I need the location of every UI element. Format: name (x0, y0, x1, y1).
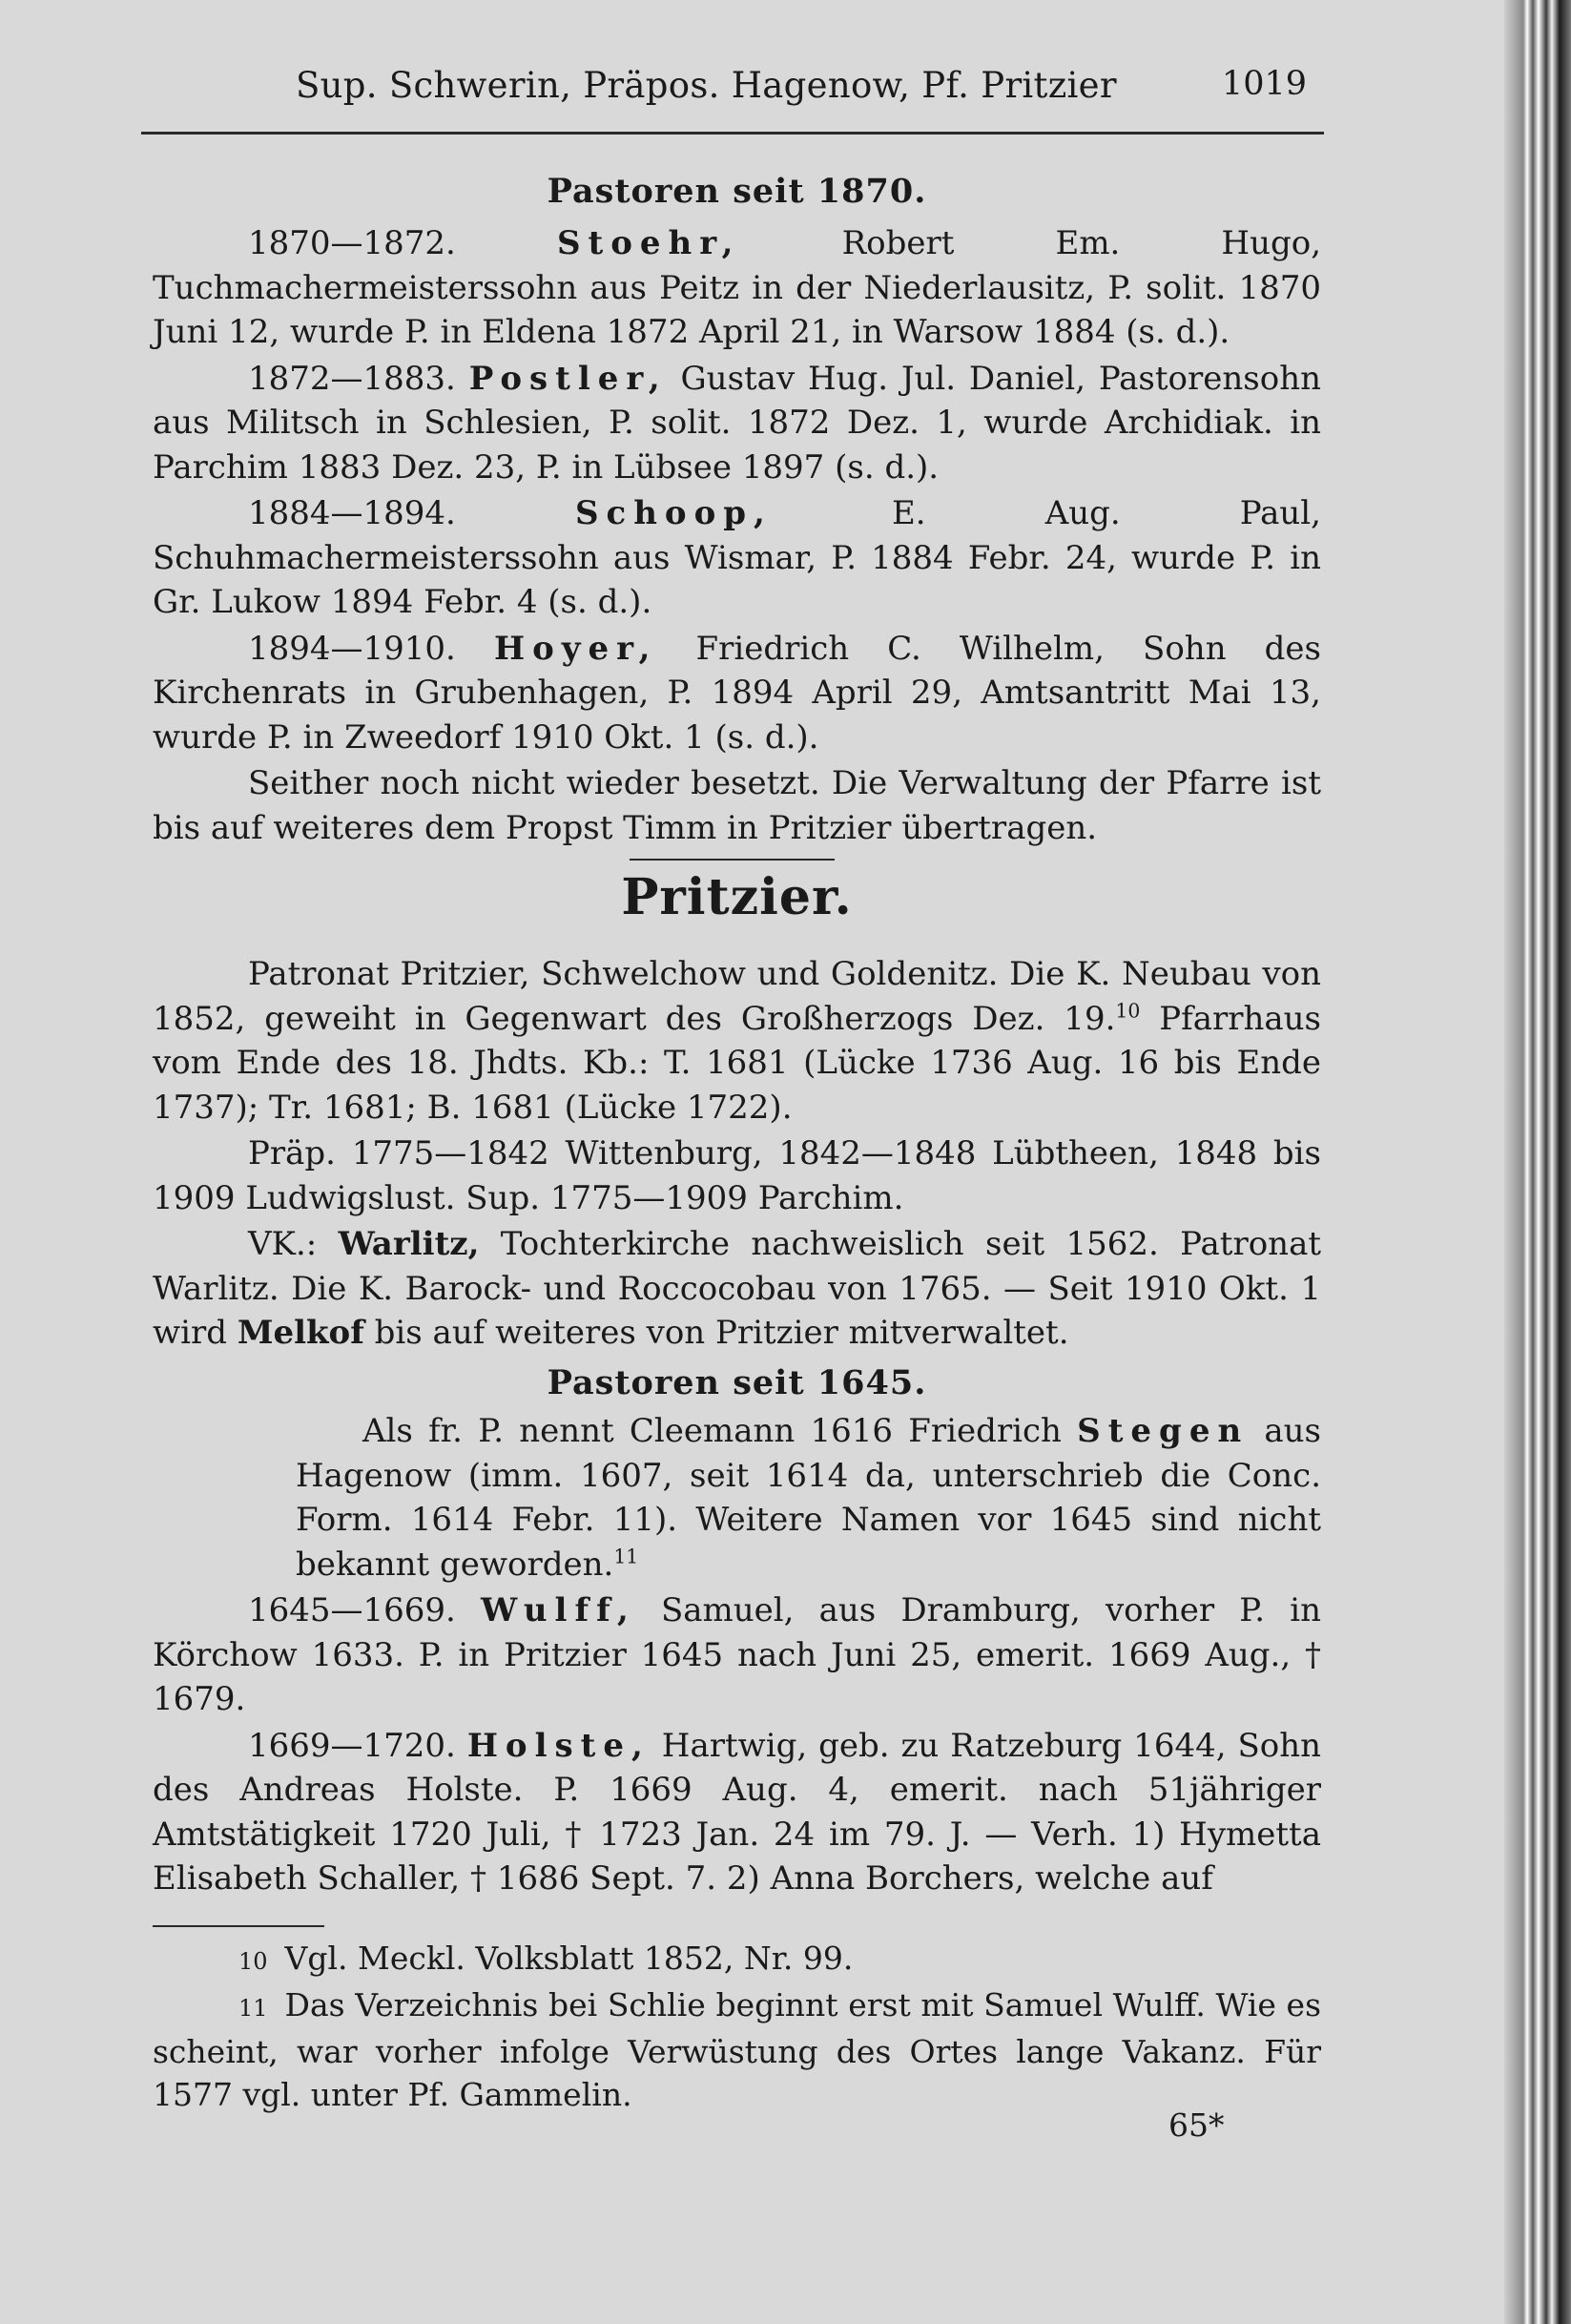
entry-name: Wulff, (481, 1591, 636, 1629)
entry-1884: 1884—1894. Schoop, E. Aug. Paul, Schuhmachermeisterssohn aus Wismar, P. 1884 Febr. 24, wurde P. in Gr. Lukow 1894 Febr. 4 (s. d.). (153, 494, 1321, 621)
para-intro: Als fr. P. nennt Cleemann 1616 Friedrich Stegen aus Hagenow (imm. 1607, seit 1614 da, unterschrieb die Conc. Form. 1614 Febr. 11). Weitere Namen vor 1645 sind nicht bekannt geworden.$^{11}$ (296, 1412, 1321, 1584)
section1-entries (153, 221, 1321, 852)
entry-name: Hoyer, (493, 629, 658, 668)
entry-1669: 1669—1720. Holste, Hartwig, geb. zu Ratzeburg 1644, Sohn des Andreas Holste. P. 1669 Aug. 4, emerit. nach 51jähriger Amtstätigkeit 1720 Juli, † 1723 Jan. 24 im 79. J. — Verh. 1) Hymetta Elisabeth Schaller, † 1686 Sept. 7. 2) Anna Borchers, welche auf (153, 1726, 1321, 1898)
entry-1894: 1894—1910. Hoyer, Friedrich C. Wilhelm, Sohn des Kirchenrats in Grubenhagen, P. 1894 April 29, Amtsantritt Mai 13, wurde P. in Zweedorf 1910 Okt. 1 (s. d.). (153, 629, 1321, 757)
running-title: Sup. Schwerin, Präpos. Hagenow, Pf. Pritzier (296, 65, 1117, 106)
para-patronat: Patronat Pritzier, Schwelchow und Goldenitz. Die K. Neubau von 1852, geweiht in Gegenwart des Großherzogs Dez. 19.10 Pfarrhaus vom Ende des 18. Jhdts. Kb.: T. 1681 (Lücke 1736 Aug. 16 bis Ende 1737); Tr. 1681; B. 1681 (Lücke 1722). (153, 955, 1322, 1127)
entry-name: Stoehr, (556, 224, 741, 262)
place-warlitz: Warlitz, (338, 1225, 480, 1263)
entry-1870: 1870—1872. Stoehr, Robert Em. Hugo, Tuchmachermeisterssohn aus Peitz in der Niederlausitz, P. solit. 1870 Juni 12, wurde P. in Eldena 1872 April 21, in Warsow 1884 (s. d.). (153, 224, 1322, 351)
header-rule (141, 132, 1324, 135)
page-edge (1504, 0, 1571, 2324)
running-head (143, 65, 1326, 111)
footnote-ref-10: 10 (1115, 999, 1141, 1023)
entry-1872: 1872—1883. Postler, Gustav Hug. Jul. Daniel, Pastorensohn aus Militsch in Schlesien, P. solit. 1872 Dez. 1, wurde Archidiak. in Parchim 1883 Dez. 23, P. in Lübsee 1897 (s. d.). (153, 359, 1322, 487)
entry-1645: 1645—1669. Wulff, Samuel, aus Dramburg, vorher P. in Körchow 1633. P. in Pritzier 1645 nach Juni 25, emerit. 1669 Aug., † 1679. (153, 1591, 1322, 1718)
footnote-11: 11 Das Verzeichnis bei Schlie beginnt erst mit Samuel Wulff. Wie es scheint, war vorher infolge Verwüstung des Ortes lange Vakanz. Für 1577 vgl. unter Pf. Gammelin. (153, 1986, 1321, 2113)
place-title: Pritzier. (621, 868, 853, 926)
section1-closing: Seither noch nicht wieder besetzt. Die Verwaltung der Pfarre ist bis auf weiteres dem Propst Timm in Pritzier übertragen. (153, 764, 1321, 847)
footnote-ref-11: 11 (613, 1545, 639, 1568)
entry-name: Holste, (466, 1726, 651, 1765)
entry-name: Postler, (468, 359, 668, 398)
footnote-rule (153, 1925, 324, 1927)
section-divider (630, 859, 835, 861)
footnote-10: 10 Vgl. Meckl. Volksblatt 1852, Nr. 99. (238, 1940, 854, 1977)
signature-mark: 65* (1168, 2106, 1225, 2144)
section-heading-1645: Pastoren seit 1645. (547, 1362, 927, 1402)
page-number: 1019 (1221, 65, 1307, 103)
section-heading-1870: Pastoren seit 1870. (547, 172, 927, 211)
footnotes (153, 1937, 1321, 2116)
para-praep: Präp. 1775—1842 Wittenburg, 1842—1848 Lübtheen, 1848 bis 1909 Ludwigslust. Sup. 1775—1909 Parchim. (153, 1134, 1321, 1217)
para-vk: VK.: Warlitz, Tochterkirche nachweislich seit 1562. Patronat Warlitz. Die K. Barock- und Roccocobau von 1765. — Seit 1910 Okt. 1 wird Melkof bis auf weiteres von Pritzier mitverwaltet. (153, 1225, 1321, 1352)
place-melkof: Melkof (237, 1314, 364, 1352)
name-stegen: Stegen (1077, 1412, 1250, 1450)
entry-name: Schoop, (574, 494, 773, 532)
section2-body (153, 952, 1321, 1903)
